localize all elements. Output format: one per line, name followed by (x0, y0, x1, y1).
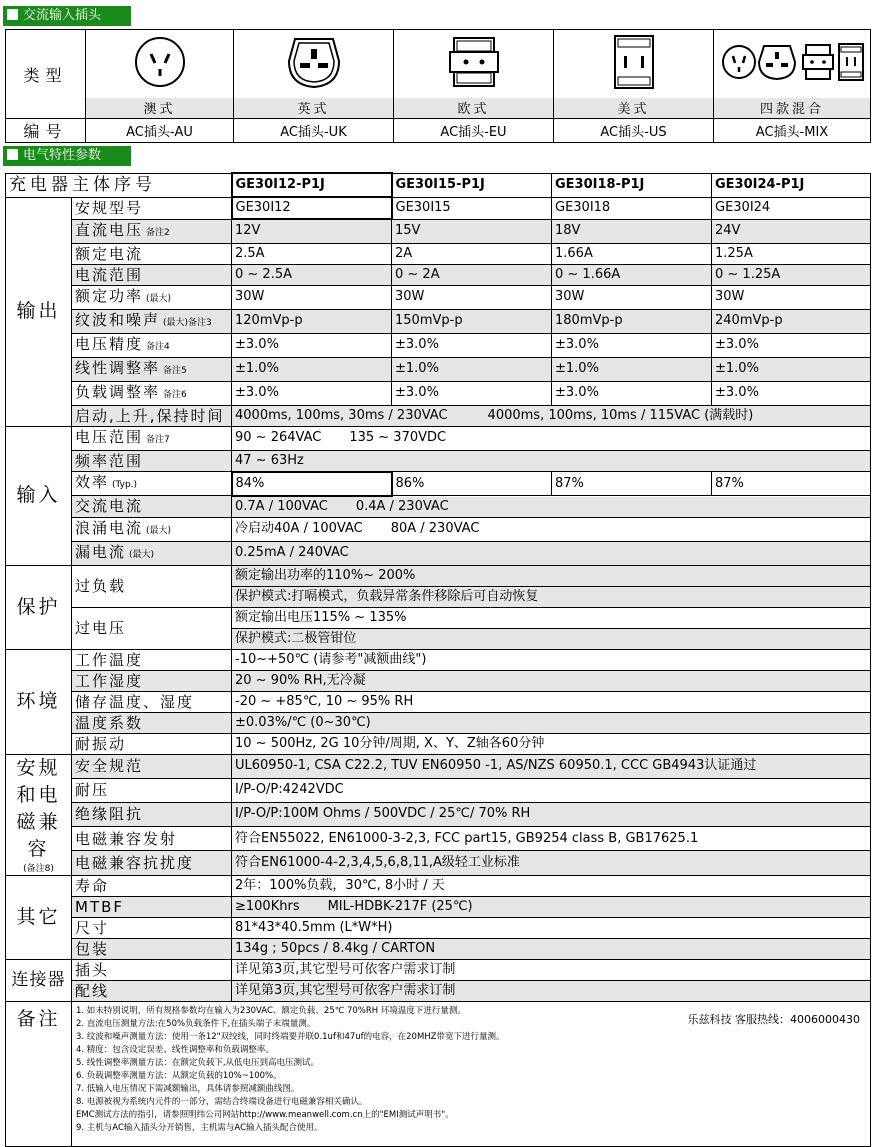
plug-icon-cell-uk (234, 30, 394, 98)
spec-value: 2A (392, 243, 552, 264)
spec-value: ±3.0% (552, 381, 712, 405)
spec-value: ±0.03%/℃ (0~30℃) (232, 712, 871, 733)
spec-value: ±1.0% (232, 357, 392, 381)
spec-value: 120mVp-p (232, 309, 392, 333)
spec-value: GE30I15 (392, 197, 552, 219)
plug-name-uk: 英式 (234, 98, 394, 119)
spec-table (5, 172, 871, 1147)
note-line: 6. 负载调整率测量方法：从额定负载的10%~100%。 (76, 1070, 282, 1081)
model-header-row (6, 173, 871, 197)
plug-icon-cell-eu (394, 30, 554, 98)
spec-value: ±3.0% (392, 381, 552, 405)
mixed-plugs-icon (719, 40, 865, 84)
spec-value: ±3.0% (712, 333, 871, 357)
spec-value: 10 ~ 500Hz, 2G 10分钟/周期, X、Y、Z轴各60分钟 (232, 733, 871, 754)
plug-code-label: 编号 (6, 119, 86, 143)
plug-name-au: 澳式 (86, 98, 234, 119)
spec-value: -20 ~ +85℃, 10 ~ 95% RH (232, 691, 871, 712)
spec-value: 0.7A / 100VAC 0.4A / 230VAC (232, 496, 871, 518)
spec-label: 寿命 (72, 875, 232, 896)
model-name: GE30I24-P1J (712, 173, 871, 197)
spec-value: 30W (392, 285, 552, 309)
note-line: 9. 主机与AC输入插头分开销售，主机需与AC输入插头配合使用。 (76, 1122, 323, 1133)
spec-label: 交流电流 (72, 496, 232, 518)
plug-code-us: AC插头-US (554, 119, 714, 143)
spec-value: ±3.0% (232, 381, 392, 405)
note-line: 1. 如未特别说明，所有规格参数均在输入为230VAC、额定负载、25℃ 70%RH 环境温度下进行量测。 (76, 1005, 466, 1016)
spec-value: ≥100Khrs MIL-HDBK-217F (25℃) (232, 896, 871, 917)
spec-label: 过负载 (72, 565, 232, 607)
spec-value: 24V (712, 219, 871, 243)
spec-label: 频率范围 (72, 450, 232, 472)
spec-value: 详见第3页,其它型号可依客户需求订制 (232, 959, 871, 980)
spec-value: ±3.0% (712, 381, 871, 405)
spec-label: 耐振动 (72, 733, 232, 754)
spec-value: 47 ~ 63Hz (232, 450, 871, 472)
plug-name-mix: 四款混合 (714, 98, 871, 119)
eu-plug-icon (446, 32, 502, 92)
spec-label: 温度系数 (72, 712, 232, 733)
spec-label: 包装 (72, 938, 232, 959)
spec-value: ±1.0% (712, 357, 871, 381)
plug-code-uk: AC插头-UK (234, 119, 394, 143)
note-line: EMC测试方法的指引，请参照明纬公司网站http://www.meanwell.com.cn上的"EMI测试声明书"。 (76, 1109, 454, 1120)
note-line: 3. 纹波和噪声测量方法：使用一条12"双绞线，同时终端要并联0.1uf和47uf的电容，在20MHZ带宽下进行量测。 (76, 1031, 505, 1042)
category-output: 输出 (6, 197, 72, 426)
spec-value: ±3.0% (552, 333, 712, 357)
spec-value: 90 ~ 264VAC 135 ~ 370VDC (232, 426, 871, 450)
spec-value: 0 ~ 2.5A (232, 264, 392, 285)
spec-label: 插头 (72, 959, 232, 980)
spec-value: 保护模式:打嗝模式，负载异常条件移除后可自动恢复 (232, 586, 871, 607)
category-input: 输入 (6, 426, 72, 565)
note-line: 4. 精度：包含设定误差、线性调整率和负载调整率。 (76, 1044, 274, 1055)
spec-value: 0.25mA / 240VAC (232, 541, 871, 565)
model-header-label: 充电器主体序号 (6, 173, 232, 197)
note-line: 7. 低输入电压情况下需减额输出，具体请参照减额曲线图。 (76, 1083, 300, 1094)
spec-value: 30W (232, 285, 392, 309)
spec-value: 冷启动40A / 100VAC 80A / 230VAC (232, 517, 871, 541)
plug-icon-cell-us (554, 30, 714, 98)
spec-value: 额定输出电压115% ~ 135% (232, 607, 871, 628)
note-line: 5. 线性调整率测量方法：在额定负载下,从低电压到高电压测试。 (76, 1057, 320, 1068)
plug-code-eu: AC插头-EU (394, 119, 554, 143)
spec-value: 4000ms, 100ms, 30ms / 230VAC 4000ms, 100ms, 10ms / 115VAC (满载时) (232, 405, 871, 426)
model-name: GE30I15-P1J (392, 173, 552, 197)
plug-icon-cell-au (86, 30, 234, 98)
spec-value: 0 ~ 1.66A (552, 264, 712, 285)
spec-label: 电压精度 备注4 (72, 333, 232, 357)
spec-label: 浪涌电流 (最大) (72, 517, 232, 541)
spec-value: I/P-O/P:4242VDC (232, 778, 871, 802)
model-name: GE30I12-P1J (232, 173, 392, 197)
category-safety-emc: 安规和电磁兼容 (备注8) (6, 754, 72, 875)
spec-value: UL60950-1, CSA C22.2, TUV EN60950 -1, AS/NZS 60950.1, CCC GB4943认证通过 (232, 754, 871, 778)
spec-label: 直流电压 备注2 (72, 219, 232, 243)
spec-value: 87% (552, 472, 712, 496)
spec-value: 240mVp-p (712, 309, 871, 333)
square-bullet-icon (7, 9, 18, 20)
spec-label: 尺寸 (72, 917, 232, 938)
plug-table (5, 29, 871, 143)
us-plug-icon (606, 32, 662, 92)
spec-value: 12V (232, 219, 392, 243)
spec-value: 180mVp-p (552, 309, 712, 333)
spec-value: 18V (552, 219, 712, 243)
spec-value: 150mVp-p (392, 309, 552, 333)
spec-value: 2年：100%负载，30℃, 8小时 / 天 (232, 875, 871, 896)
spec-value: GE30I12 (232, 197, 392, 219)
spec-value: ±1.0% (392, 357, 552, 381)
plug-type-label: 类型 (6, 30, 86, 119)
section-header-electrical: 电气特性参数 (3, 146, 131, 166)
category-others: 其它 (6, 875, 72, 959)
spec-value: 详见第3页,其它型号可依客户需求订制 (232, 980, 871, 1001)
spec-value: GE30I18 (552, 197, 712, 219)
spec-value: 87% (712, 472, 871, 496)
spec-label: MTBF (72, 896, 232, 917)
section-header-ac-plug: 交流输入插头 (3, 6, 131, 26)
spec-value: GE30I24 (712, 197, 871, 219)
spec-value: 符合EN61000-4-2,3,4,5,6,8,11,A级轻工业标准 (232, 851, 871, 875)
category-connector: 连接器 (6, 959, 72, 1001)
spec-value: 2.5A (232, 243, 392, 264)
spec-value: 20 ~ 90% RH,无冷凝 (232, 670, 871, 691)
spec-label: 配线 (72, 980, 232, 1001)
spec-value: ±3.0% (392, 333, 552, 357)
spec-value: 符合EN55022, EN61000-3-2,3, FCC part15, GB9254 class B, GB17625.1 (232, 827, 871, 851)
spec-value: 1.25A (712, 243, 871, 264)
au-plug-icon (130, 32, 190, 92)
spec-label: 绝缘阻抗 (72, 802, 232, 826)
category-notes: 备注 (6, 1001, 72, 1146)
uk-plug-icon (283, 31, 345, 93)
spec-label: 启动,上升,保持时间 (72, 405, 232, 426)
note-line: 8. 电源被视为系统内元件的一部分，需结合终端设备进行电磁兼容相关确认。 (76, 1096, 368, 1107)
plug-code-au: AC插头-AU (86, 119, 234, 143)
spec-label: 线性调整率 备注5 (72, 357, 232, 381)
spec-value: 1.66A (552, 243, 712, 264)
plug-code-mix: AC插头-MIX (714, 119, 871, 143)
spec-label: 电压范围 备注7 (72, 426, 232, 450)
model-name: GE30I18-P1J (552, 173, 712, 197)
spec-value: -10~+50℃ (请参考"减额曲线") (232, 649, 871, 670)
plug-icon-cell-mix (714, 30, 871, 98)
notes-cell (72, 1001, 871, 1146)
spec-value: 81*43*40.5mm (L*W*H) (232, 917, 871, 938)
spec-label: 额定电流 (72, 243, 232, 264)
spec-value: 0 ~ 1.25A (712, 264, 871, 285)
spec-label: 漏电流 (最大) (72, 541, 232, 565)
spec-label: 额定功率 (最大) (72, 285, 232, 309)
spec-label: 电流范围 (72, 264, 232, 285)
spec-value: 额定输出功率的110%~ 200% (232, 565, 871, 586)
plug-name-eu: 欧式 (394, 98, 554, 119)
spec-label: 过电压 (72, 607, 232, 649)
spec-label: 电磁兼容发射 (72, 827, 232, 851)
category-protection: 保护 (6, 565, 72, 649)
spec-value: 15V (392, 219, 552, 243)
spec-label: 安全规范 (72, 754, 232, 778)
square-bullet-icon (7, 149, 18, 160)
spec-value: 30W (712, 285, 871, 309)
spec-label: 工作温度 (72, 649, 232, 670)
spec-value: I/P-O/P:100M Ohms / 500VDC / 25℃/ 70% RH (232, 802, 871, 826)
spec-label: 负载调整率 备注6 (72, 381, 232, 405)
spec-value: ±1.0% (552, 357, 712, 381)
spec-label: 纹波和噪声 (最大)备注3 (72, 309, 232, 333)
spec-label: 储存温度、湿度 (72, 691, 232, 712)
plug-name-us: 美式 (554, 98, 714, 119)
spec-label: 安规型号 (72, 197, 232, 219)
spec-value: 134g ; 50pcs / 8.4kg / CARTON (232, 938, 871, 959)
note-line: 2. 直流电压测量方法:在50%负载条件下,在插头端子末端量测。 (76, 1018, 316, 1029)
spec-value: 84% (232, 472, 392, 496)
spec-value: 30W (552, 285, 712, 309)
spec-value: 保护模式:二极管钳位 (232, 628, 871, 649)
service-hotline: 乐兹科技 客服热线：4006000430 (687, 1012, 860, 1026)
spec-label: 耐压 (72, 778, 232, 802)
spec-label: 效率 (Typ.) (72, 472, 232, 496)
spec-value: 86% (392, 472, 552, 496)
spec-value: ±3.0% (232, 333, 392, 357)
spec-label: 电磁兼容抗扰度 (72, 851, 232, 875)
spec-value: 0 ~ 2A (392, 264, 552, 285)
spec-label: 工作湿度 (72, 670, 232, 691)
category-environment: 环境 (6, 649, 72, 754)
